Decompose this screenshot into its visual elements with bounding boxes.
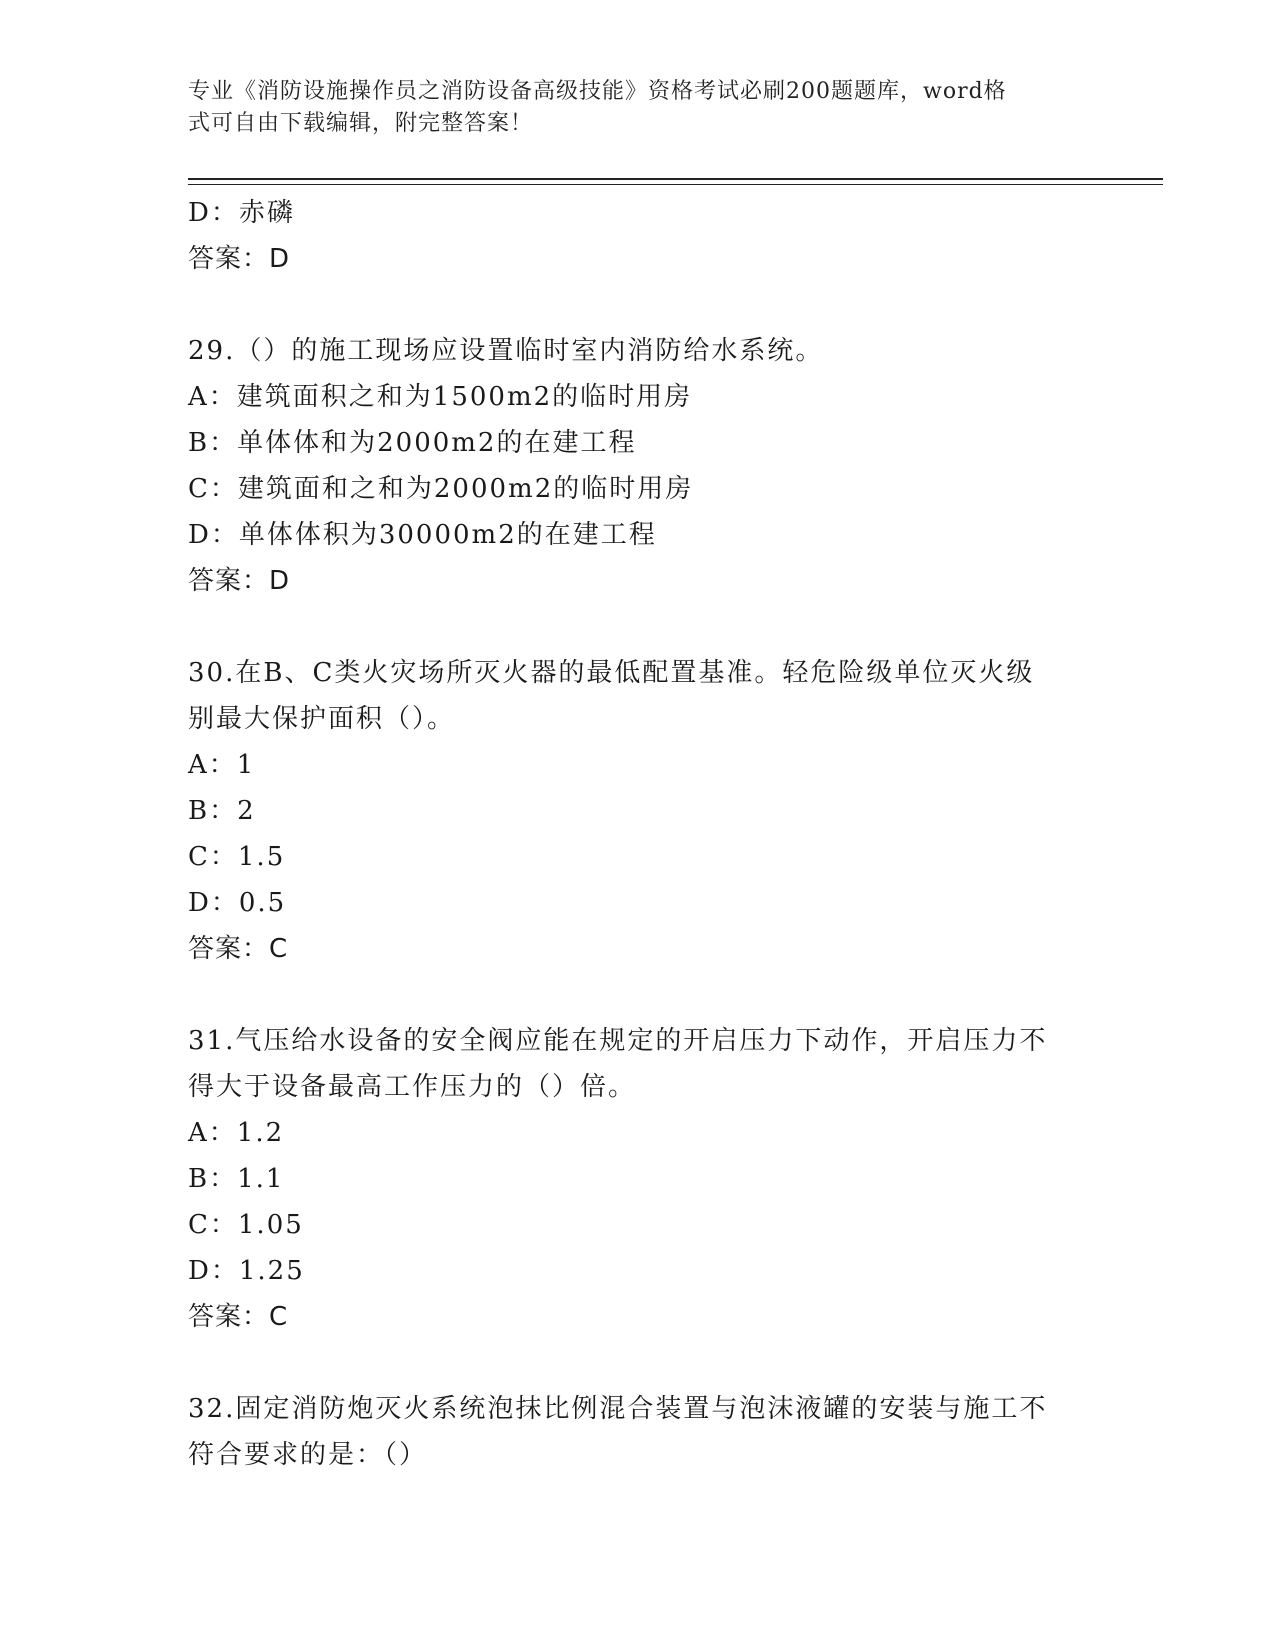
spacer <box>188 282 1088 328</box>
option-d: D：赤磷 <box>188 198 295 228</box>
question-text-line-2: 别最大保护面积（）。 <box>188 704 456 734</box>
option-d: D：单体体积为30000m2的在建工程 <box>188 520 657 550</box>
header-divider-thick <box>188 178 1163 180</box>
option-c: C：1.05 <box>188 1210 304 1240</box>
question-text-line-1: 32.固定消防炮灭火系统泡抹比例混合装置与泡沫液罐的安装与施工不 <box>188 1394 1048 1424</box>
answer: 答案：D <box>188 244 291 274</box>
header-line-2: 式可自由下载编辑，附完整答案！ <box>188 111 534 136</box>
option-c: C：建筑面和之和为2000m2的临时用房 <box>188 474 694 504</box>
question-text-line-2: 符合要求的是：（） <box>188 1440 428 1470</box>
option-d: D：0.5 <box>188 888 287 918</box>
spacer <box>188 972 1088 1018</box>
question-31 <box>188 1018 1088 1340</box>
answer: 答案：C <box>188 1302 289 1332</box>
question-text-line-1: 30.在B、C类火灾场所灭火器的最低配置基准。轻危险级单位灭火级 <box>188 658 1035 688</box>
spacer <box>188 604 1088 650</box>
spacer <box>188 1340 1088 1386</box>
option-a: A：1.2 <box>188 1118 285 1148</box>
question-32 <box>188 1386 1088 1478</box>
option-b: B：2 <box>188 796 256 826</box>
previous-question-tail <box>188 190 1088 282</box>
question-text-line-2: 得大于设备最高工作压力的（）倍。 <box>188 1072 637 1102</box>
header-divider-thin <box>188 184 1163 185</box>
option-a: A：1 <box>188 750 256 780</box>
option-b: B：1.1 <box>188 1164 285 1194</box>
option-d: D：1.25 <box>188 1256 305 1286</box>
header-line-1: 专业《消防设施操作员之消防设备高级技能》资格考试必刷200题题库，word格 <box>188 79 1007 104</box>
answer: 答案：C <box>188 934 289 964</box>
document-header <box>188 76 1068 140</box>
question-30 <box>188 650 1088 972</box>
option-b: B：单体体和为2000m2的在建工程 <box>188 428 637 458</box>
question-29 <box>188 328 1088 604</box>
option-a: A：建筑面积之和为1500m2的临时用房 <box>188 382 693 412</box>
option-c: C：1.5 <box>188 842 286 872</box>
question-text-line-1: 31.气压给水设备的安全阀应能在规定的开启压力下动作，开启压力不 <box>188 1026 1048 1056</box>
question-text: 29.（）的施工现场应设置临时室内消防给水系统。 <box>188 336 824 366</box>
answer: 答案：D <box>188 566 291 596</box>
document-body <box>188 190 1088 1478</box>
